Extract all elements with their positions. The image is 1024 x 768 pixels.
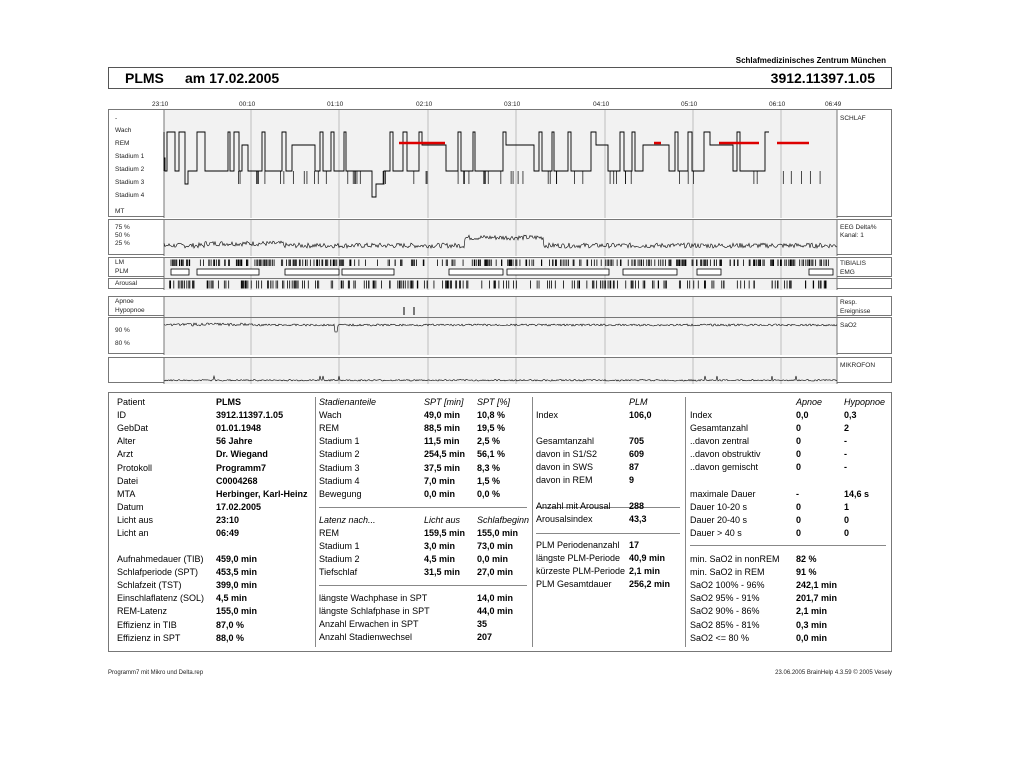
latency-sleep: 0,0 min [477,554,509,565]
plm-label: Arousalsindex [536,514,593,524]
stage-label: Stadium 4 [319,475,360,486]
stage-pct: 1,5 % [477,475,501,486]
time-tick: 04:10 [593,101,610,108]
plm-value: 609 [629,449,645,459]
stage-pct: 8,3 % [477,462,501,473]
apnoe-value: 0 [796,423,802,434]
resp-label: Dauer 10-20 s [690,501,748,512]
latency-sleep: 155,0 min [477,528,519,538]
patient-field-label: Datum [117,501,144,512]
institution-name: Schlafmedizinisches Zentrum München [735,56,886,65]
phase-label: längste Wachphase in SPT [319,593,428,603]
hypopnoe-value: 0 [844,514,850,525]
apnoe-value: 0 [796,527,802,538]
sleep-metric-label: Effizienz in SPT [117,632,181,643]
sao2-label: SaO2 95% - 91% [690,593,760,604]
sao2-value: 82 % [796,554,817,564]
patient-field-value: PLMS [216,397,242,407]
sleep-metric-value: 88,0 % [216,632,245,643]
time-tick: 00:10 [239,101,256,108]
resp-label: Gesamtanzahl [690,423,749,434]
hypopnoe-value: - [844,462,847,473]
sleep-metric-value: 4,5 min [216,593,248,604]
arousal-chart [109,279,893,290]
latency-lights: 31,5 min [424,567,461,578]
time-tick: 06:49 [825,101,842,108]
sao2-label-80: 80 % [115,340,130,347]
sao2-value: 242,1 min [796,580,838,591]
resp-label: Dauer > 40 s [690,527,742,538]
time-tick: 23:10 [152,101,169,108]
sao2-label: min. SaO2 in nonREM [690,554,780,564]
eeg-panel [108,219,892,255]
phase-value: 35 [477,619,488,630]
patient-field-value: Programm7 [216,462,267,473]
hypnogram-chart [109,110,893,218]
plm-header: PLM [629,397,648,407]
patient-field-value: 23:10 [216,514,240,525]
phase-value: 44,0 min [477,606,514,617]
patient-field-value: 17.02.2005 [216,501,262,512]
hypopnoe-value: 1 [844,501,850,512]
resp-right-label-2: Ereignisse [840,308,871,315]
stage-min: 11,5 min [424,436,460,447]
spt-pct-header: SPT [%] [477,397,511,407]
time-tick: 02:10 [416,101,433,108]
sleep-metric-value: 87,0 % [216,619,245,630]
latency-header: Latenz nach... [319,515,376,525]
stage-min: 7,0 min [424,475,456,486]
sao2-value: 201,7 min [796,593,838,604]
stage-min: 88,5 min [424,423,461,434]
sao2-label: SaO2 <= 80 % [690,632,750,643]
plm-value: 9 [629,475,635,485]
stage-pct: 56,1 % [477,449,506,460]
report-id: 3912.11397.1.05 [770,70,875,86]
patient-field-label: Licht aus [117,514,154,525]
emg-panel [108,257,892,277]
resp-label-hypopnoe: Hypopnoe [115,307,145,314]
stage-pct: 10,8 % [477,410,506,421]
sao2-label-90: 90 % [115,327,130,334]
eeg-label-75: 75 % [115,224,130,231]
sao2-label: SaO2 90% - 86% [690,606,760,617]
hypopnoe-value: 0,3 [844,410,857,420]
plm-label: kürzeste PLM-Periode [536,566,626,576]
latency-lights: 3,0 min [424,541,456,552]
report-title: PLMS [125,70,164,86]
latency-lights-header: Licht aus [424,515,461,525]
stage-label: REM [319,423,339,434]
patient-field-value: 06:49 [216,528,240,538]
sleep-metric-label: Effizienz in TIB [117,619,177,630]
resp-label: maximale Dauer [690,488,756,499]
resp-label: ..davon obstruktiv [690,449,761,460]
sao2-value: 2,1 min [796,606,828,617]
eeg-delta-chart [109,220,893,256]
plm-label: Anzahl mit Arousal [536,501,611,511]
sao2-label: min. SaO2 in REM [690,567,765,578]
sleep-metric-label: Schlafperiode (SPT) [117,567,199,578]
patient-field-value: 3912.11397.1.05 [216,410,284,421]
plm-value: 87 [629,462,640,472]
sao2-right-label: SaO2 [840,322,857,329]
stage-pct: 2,5 % [477,436,501,447]
emg-label-plm: PLM [115,268,129,275]
arousal-panel [108,278,892,289]
stage-label: Stadium 1 [319,436,360,447]
patient-field-value: C0004268 [216,475,258,486]
latency-label: Stadium 1 [319,541,360,552]
plm-label: davon in S1/S2 [536,449,598,459]
hypopnoe-value: - [844,436,847,447]
sao2-chart [109,318,893,355]
hypnogram-stage-label: Stadium 1 [115,153,145,160]
resp-panel [108,296,892,316]
phase-label: Anzahl Stadienwechsel [319,632,413,643]
apnoe-header: Apnoe [796,397,823,407]
stage-label: Bewegung [319,488,362,499]
sleep-metric-value: 459,0 min [216,554,258,564]
mikrofon-chart [109,358,893,384]
time-tick: 06:10 [769,101,786,108]
emg-right-label: TIBIALIS [840,260,867,267]
latency-label: Tiefschlaf [319,567,358,578]
sleep-metric-label: Einschlaflatenz (SOL) [117,593,205,604]
hypopnoe-header: Hypopnoe [844,397,886,407]
patient-field-value: Herbinger, Karl-Heinz [216,488,308,499]
sao2-value: 0,3 min [796,619,828,630]
arousal-label: Arousal [115,280,138,287]
stages-header: Stadienanteile [319,397,377,407]
stage-label: Stadium 2 [319,449,360,460]
phase-value: 207 [477,632,493,643]
patient-field-label: Protokoll [117,462,153,473]
patient-field-label: ID [117,410,126,421]
plm-value: 17 [629,540,640,550]
resp-label: Index [690,410,713,420]
resp-chart [109,297,893,317]
latency-label: Stadium 2 [319,554,360,565]
time-tick: 01:10 [327,101,344,108]
stage-pct: 19,5 % [477,423,506,434]
stage-pct: 0,0 % [477,488,501,499]
time-tick: 05:10 [681,101,698,108]
apnoe-value: 0 [796,514,802,525]
latency-sleep: 27,0 min [477,567,514,578]
stage-min: 37,5 min [424,462,461,473]
plm-value: 705 [629,436,645,446]
plm-label: davon in REM [536,475,593,485]
plm-value: 106,0 [629,410,652,420]
patient-field-value: 56 Jahre [216,436,253,447]
hypopnoe-value: 14,6 s [844,488,870,499]
hypopnoe-value: 2 [844,423,850,434]
stage-min: 0,0 min [424,488,456,499]
latency-sleep-header: Schlafbeginn [477,515,530,525]
patient-field-label: Alter [117,436,136,447]
patient-field-label: MTA [117,488,136,499]
hypnogram-stage-label: Stadium 2 [115,166,145,173]
patient-field-label: GebDat [117,423,149,434]
sao2-panel [108,317,892,354]
hypopnoe-value: - [844,449,847,460]
apnoe-value: 0,0 [796,410,809,420]
apnoe-value: 0 [796,449,802,460]
hypnogram-panel [108,109,892,217]
sleep-metric-label: Aufnahmedauer (TIB) [117,554,204,564]
report-title-bar [108,67,892,89]
hypnogram-right-label: SCHLAF [840,115,866,122]
eeg-label-25: 25 % [115,240,130,247]
emg-label-lm: LM [115,259,125,266]
eeg-channel-label: Kanal: 1 [840,232,864,239]
resp-label: Dauer 20-40 s [690,514,748,525]
resp-label: ..davon zentral [690,436,750,447]
emg-right-label-2: EMG [840,269,855,276]
sao2-value: 91 % [796,567,817,578]
stage-min: 49,0 min [424,410,461,421]
plm-value: 40,9 min [629,553,666,563]
plm-label: PLM Gesamtdauer [536,579,612,589]
plm-label: davon in SWS [536,462,594,472]
latency-sleep: 73,0 min [477,541,514,552]
plm-label: Index [536,410,559,420]
apnoe-value: 0 [796,462,802,473]
sleep-metric-value: 155,0 min [216,606,258,617]
patient-field-value: Dr. Wiegand [216,449,268,460]
plm-value: 288 [629,501,645,511]
sleep-metric-label: REM-Latenz [117,606,168,617]
mikrofon-label: MIKROFON [840,362,876,369]
eeg-right-label: EEG Delta% [840,224,877,231]
plm-value: 256,2 min [629,579,671,589]
footer-right: 23.06.2005 BrainHelp 4.3.59 © 2005 Vesely [775,670,892,676]
phase-label: Anzahl Erwachen in SPT [319,619,419,630]
plm-value: 2,1 min [629,566,661,576]
resp-right-label: Resp. [840,299,857,306]
resp-label-apnoe: Apnoe [115,298,134,305]
plm-label: PLM Periodenanzahl [536,540,620,550]
plm-value: 43,3 [629,514,647,524]
mikrofon-panel [108,357,892,383]
hypnogram-stage-label: Stadium 3 [115,179,145,186]
apnoe-value: 0 [796,436,802,447]
results-table [108,392,892,652]
spt-min-header: SPT [min] [424,397,464,407]
phase-value: 14,0 min [477,593,514,603]
hypnogram-stage-label: REM [115,140,130,147]
hypnogram-stage-label: MT [115,208,125,215]
plm-label: längste PLM-Periode [536,553,621,563]
eeg-label-50: 50 % [115,232,130,239]
sao2-value: 0,0 min [796,632,828,643]
latency-lights: 159,5 min [424,528,466,538]
sleep-metric-label: Schlafzeit (TST) [117,580,182,591]
patient-field-label: Datei [117,475,139,486]
hypnogram-stage-label: Stadium 4 [115,192,145,199]
sao2-label: SaO2 85% - 81% [690,619,760,630]
plm-label: Gesamtanzahl [536,436,595,446]
patient-field-label: Arzt [117,449,134,460]
stage-min: 254,5 min [424,449,466,460]
sleep-metric-value: 399,0 min [216,580,258,591]
patient-field-label: Licht an [117,528,149,538]
footer-left: Programm7 mit Mikro und Delta.rep [108,670,204,676]
stage-label: Stadium 3 [319,462,360,473]
sao2-label: SaO2 100% - 96% [690,580,765,591]
resp-label: ..davon gemischt [690,462,759,473]
patient-field-label: Patient [117,397,146,407]
hypnogram-stage-label: - [115,115,118,122]
report-date: am 17.02.2005 [185,70,280,86]
hypnogram-stage-label: Wach [115,127,132,134]
stage-label: Wach [319,410,342,421]
sleep-metric-value: 453,5 min [216,567,258,578]
emg-chart [109,258,893,278]
phase-label: längste Schlafphase in SPT [319,606,430,617]
hypopnoe-value: 0 [844,527,850,538]
latency-lights: 4,5 min [424,554,456,565]
patient-field-value: 01.01.1948 [216,423,262,434]
apnoe-value: 0 [796,501,802,512]
time-tick: 03:10 [504,101,521,108]
apnoe-value: - [796,488,799,499]
latency-label: REM [319,528,339,538]
